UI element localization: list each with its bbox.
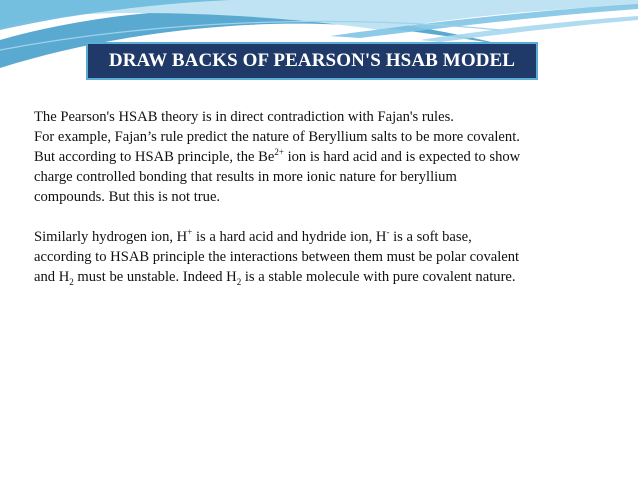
- swoosh-right-stripe-2: [420, 16, 638, 42]
- be-charge-superscript: 2+: [274, 147, 284, 157]
- para2-line1-b: is a hard acid and hydride ion, H: [192, 229, 387, 245]
- para1-line5: compounds. But this is not true.: [34, 189, 221, 205]
- para1-line3: [34, 147, 624, 167]
- para1-line4: charge controlled bonding that results in more ionic nature for beryllium: [34, 169, 457, 185]
- para1-line3-b: ion is hard acid and is expected to show: [283, 149, 521, 165]
- slide-body: [34, 107, 624, 287]
- h-minus-superscript: -: [386, 227, 390, 237]
- para1-line1: The Pearson's HSAB theory is in direct contradiction with Fajan's rules.: [34, 109, 454, 125]
- para2-line3-a: and H: [34, 269, 70, 285]
- para2-line3-c: is a stable molecule with pure covalent nature.: [241, 269, 516, 285]
- para2-line3-b: must be unstable. Indeed H: [73, 269, 237, 285]
- paragraph-gap: [34, 207, 624, 227]
- h-plus-superscript: +: [187, 227, 193, 237]
- para2-line1-c: is a soft base,: [389, 229, 472, 245]
- para2-line3: [34, 267, 624, 287]
- para2-line1-a: Similarly hydrogen ion, H: [34, 229, 188, 245]
- slide-title: DRAW BACKS OF PEARSON'S HSAB MODEL: [86, 42, 538, 80]
- h2-subscript-1: 2: [69, 277, 74, 287]
- para2-line1: [34, 227, 624, 247]
- h2-subscript-2: 2: [236, 277, 242, 287]
- para1-line2: For example, Fajan’s rule predict the nature of Beryllium salts to be more covalent.: [34, 129, 520, 145]
- para2-line2: according to HSAB principle the interactions between them must be polar covalent: [34, 249, 520, 265]
- para1-line3-a: But according to HSAB principle, the Be: [34, 149, 275, 165]
